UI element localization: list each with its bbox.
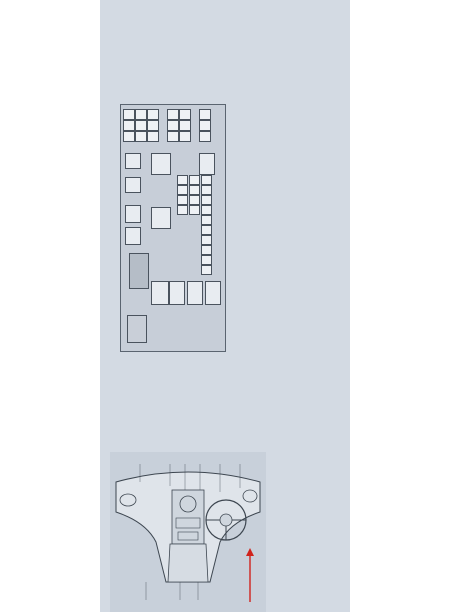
fuse-slot bbox=[151, 207, 171, 229]
fuse-slot bbox=[147, 109, 159, 120]
fuse-slot bbox=[199, 109, 211, 120]
fuse-slot bbox=[123, 109, 135, 120]
fuse-slot bbox=[201, 235, 212, 245]
fuse-slot bbox=[123, 120, 135, 131]
fuse-slot bbox=[135, 109, 147, 120]
fuse-slot bbox=[189, 185, 200, 195]
dashboard-top-callouts bbox=[116, 454, 266, 464]
fuse-slot bbox=[167, 109, 179, 120]
relay-slot bbox=[187, 281, 203, 305]
fuse-slot bbox=[125, 177, 141, 193]
relay-slot bbox=[151, 281, 169, 305]
fuse-slot bbox=[179, 109, 191, 120]
fuse-slot bbox=[135, 131, 147, 142]
fuse-slot bbox=[201, 205, 212, 215]
dashboard-location-diagram bbox=[110, 452, 266, 612]
relay-slot bbox=[169, 281, 185, 305]
fuse-slot bbox=[201, 195, 212, 205]
fuse-slot bbox=[179, 120, 191, 131]
fuse-slot bbox=[189, 195, 200, 205]
fuse-slot bbox=[177, 195, 188, 205]
fuse-slot bbox=[125, 153, 141, 169]
fuse-slot bbox=[189, 175, 200, 185]
fuse-slot bbox=[199, 153, 215, 175]
fuse-slot bbox=[177, 185, 188, 195]
fuse-slot bbox=[167, 131, 179, 142]
page-left-margin bbox=[0, 0, 100, 612]
fuse-slot bbox=[201, 245, 212, 255]
fuse-slot bbox=[177, 205, 188, 215]
fuse-slot bbox=[125, 205, 141, 223]
fuse-slot bbox=[201, 225, 212, 235]
connector-block bbox=[129, 253, 149, 289]
fuse-slot bbox=[201, 185, 212, 195]
dashboard-drawing bbox=[110, 452, 266, 612]
fuse-slot bbox=[189, 205, 200, 215]
fuse-slot bbox=[199, 131, 211, 142]
dashboard-bottom-callouts bbox=[116, 600, 266, 610]
fuse-slot bbox=[167, 120, 179, 131]
fuse-slot bbox=[147, 120, 159, 131]
fuse-slot bbox=[135, 120, 147, 131]
page-right-margin bbox=[350, 0, 449, 612]
fuse-slot bbox=[123, 131, 135, 142]
fuse-slot bbox=[201, 215, 212, 225]
fuse-slot bbox=[179, 131, 191, 142]
fuse-slot bbox=[201, 255, 212, 265]
fuse-slot bbox=[151, 153, 171, 175]
fuse-box-diagram bbox=[120, 104, 226, 352]
fuse-puller bbox=[127, 315, 147, 343]
fuse-slot bbox=[177, 175, 188, 185]
fuse-reference-panel bbox=[100, 0, 350, 612]
fuse-slot bbox=[201, 175, 212, 185]
relay-slot bbox=[205, 281, 221, 305]
fuse-slot bbox=[201, 265, 212, 275]
fuse-slot bbox=[125, 227, 141, 245]
fuse-slot bbox=[147, 131, 159, 142]
fuse-slot bbox=[199, 120, 211, 131]
